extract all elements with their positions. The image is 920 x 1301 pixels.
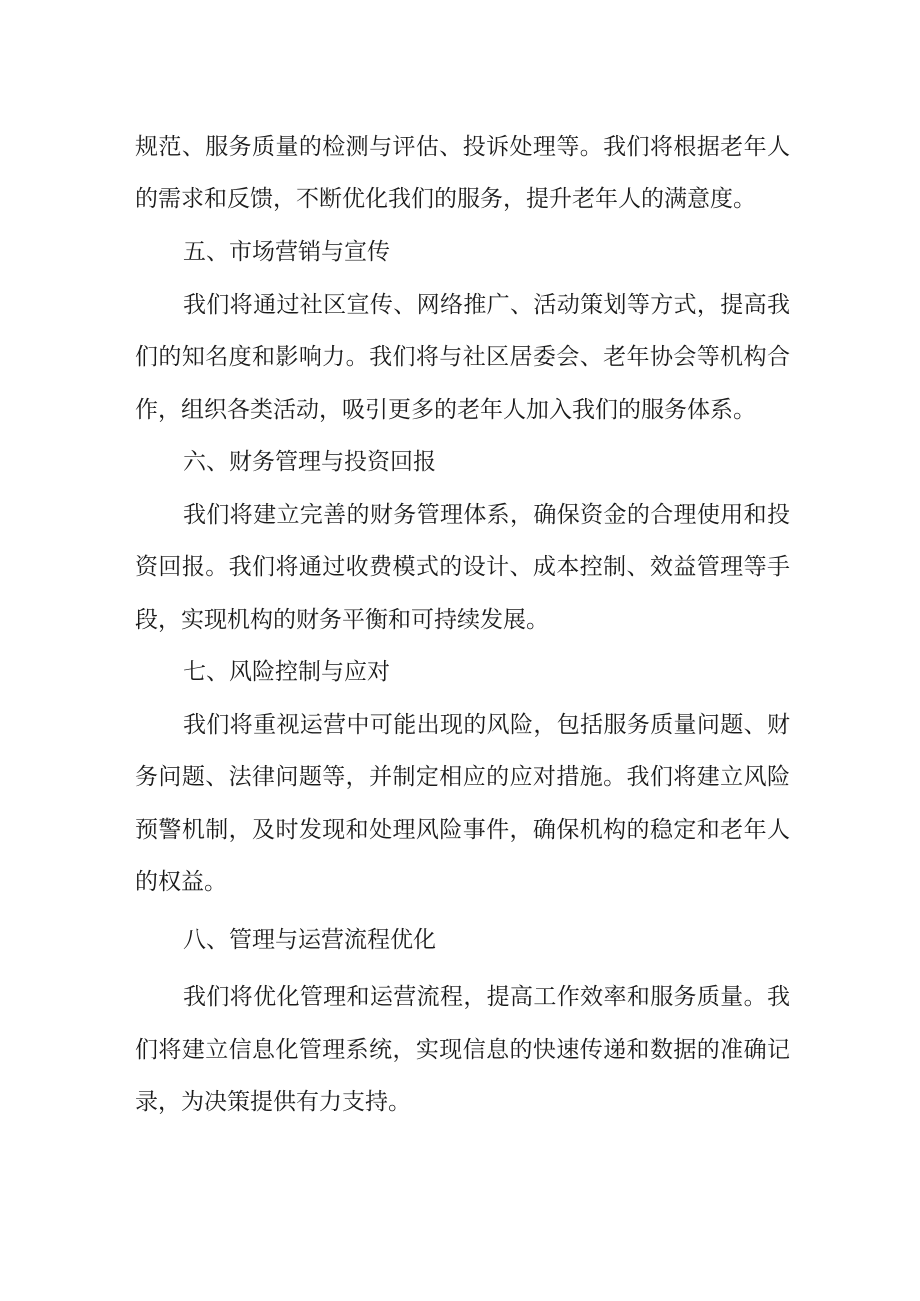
paragraph-line: 务问题、法律问题等，并制定相应的应对措施。我们将建立风险 [135,764,790,790]
paragraph-line: 作，组织各类活动，吸引更多的老年人加入我们的服务体系。 [135,397,756,423]
paragraph-line: 的权益。 [135,869,227,895]
paragraph-line: 我们将通过社区宣传、网络推广、活动策划等方式，提高我 [183,292,790,318]
section-heading-6: 六、财务管理与投资回报 [183,449,436,475]
section-heading-8: 八、管理与运营流程优化 [183,927,436,953]
paragraph-line: 规范、服务质量的检测与评估、投诉处理等。我们将根据老年人 [135,134,790,160]
section-heading-5: 五、市场营销与宣传 [183,239,390,265]
paragraph-line: 们的知名度和影响力。我们将与社区居委会、老年协会等机构合 [135,344,790,370]
paragraph-line: 预警机制，及时发现和处理风险事件，确保机构的稳定和老年人 [135,817,790,843]
paragraph-line: 录，为决策提供有力支持。 [135,1089,411,1115]
paragraph-line: 我们将建立完善的财务管理体系，确保资金的合理使用和投 [183,502,790,528]
paragraph-line: 资回报。我们将通过收费模式的设计、成本控制、效益管理等手 [135,554,790,580]
paragraph-line: 的需求和反馈，不断优化我们的服务，提升老年人的满意度。 [135,186,756,212]
paragraph-line: 段，实现机构的财务平衡和可持续发展。 [135,607,549,633]
paragraph-line: 我们将优化管理和运营流程，提高工作效率和服务质量。我 [183,984,790,1010]
paragraph-line: 我们将重视运营中可能出现的风险，包括服务质量问题、财 [183,712,790,738]
section-heading-7: 七、风险控制与应对 [183,659,390,685]
paragraph-line: 们将建立信息化管理系统，实现信息的快速传递和数据的准确记 [135,1037,790,1063]
